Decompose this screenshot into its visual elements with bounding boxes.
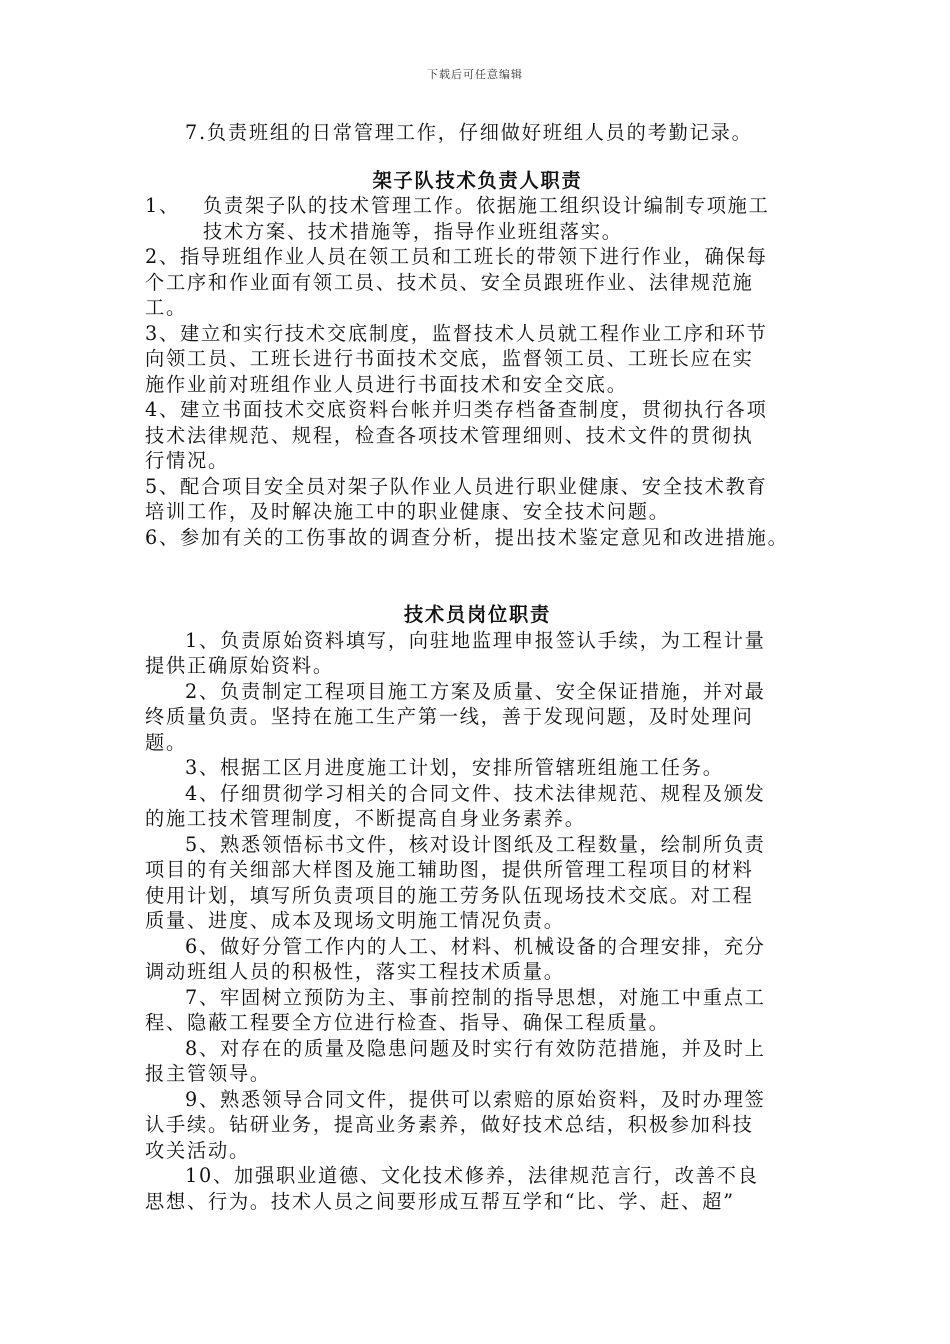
paragraph-line: 报主管领导。: [145, 1062, 271, 1085]
section1-item-3: [145, 321, 810, 398]
section2-title: 技术员岗位职责: [404, 603, 551, 626]
section2-item-9: [145, 1087, 810, 1164]
paragraph-line: 认手续。钻研业务，提高业务素养，做好技术总结，积极参加科技: [145, 1113, 754, 1136]
section1-item-4: [145, 397, 810, 474]
paragraph-line: 培训工作，及时解决施工中的职业健康、安全技术问题。: [145, 500, 670, 523]
paragraph-line: 9、熟悉领导合同文件，提供可以索赔的原始资料，及时办理签: [185, 1087, 766, 1111]
paragraph-line: 6、参加有关的工伤事故的调查分析，提出技术鉴定意见和改进措施。: [145, 525, 789, 549]
section2-item-3: [145, 755, 810, 781]
section2-item-4: [145, 781, 810, 832]
paragraph-line: 程、隐蔽工程要全方位进行检查、指导、确保工程质量。: [145, 1011, 670, 1034]
section1-item-1: [145, 193, 810, 244]
paragraph-line: 3、根据工区月进度施工计划，安排所管辖班组施工任务。: [185, 756, 724, 779]
paragraph-line: 7、牢固树立预防为主、事前控制的指导思想，对施工中重点工: [185, 985, 766, 1009]
paragraph-line: 思想、行为。技术人员之间要形成互帮互学和“比、学、赶、超”: [145, 1189, 735, 1213]
paragraph-line: 提供正确原始资料。: [145, 654, 334, 677]
paragraph-line: 终质量负责。坚持在施工生产第一线，善于发现问题，及时处理问: [145, 705, 754, 728]
document-body: [145, 120, 810, 1214]
paragraph-line: 施作业前对班组作业人员进行书面技术和安全交底。: [145, 372, 628, 396]
section2-item-1: [145, 628, 810, 679]
paragraph-line: 10、加强职业道德、文化技术修养，法律规范言行，改善不良: [185, 1164, 759, 1187]
paragraph-line: 工。: [145, 296, 187, 319]
section1-item-1-line-1: 负责架子队的技术管理工作。依据施工组织设计编制专项施工: [203, 194, 770, 217]
section2-item-5: [145, 832, 810, 934]
section1-item-2: [145, 244, 810, 321]
paragraph-line: 使用计划，填写所负责项目的施工劳务队伍现场技术交底。对工程: [145, 883, 754, 907]
section1-item-1-number: 1、: [145, 194, 180, 217]
header-note: 下载后可任意编辑: [427, 68, 523, 81]
paragraph-line: 调动班组人员的积极性，落实工程技术质量。: [145, 960, 565, 983]
paragraph-line: 项目的有关细部大样图及施工辅助图，提供所管理工程项目的材料: [145, 858, 754, 881]
section2-item-8: [145, 1036, 810, 1087]
paragraph-line: 的施工技术管理制度，不断提高自身业务素养。: [145, 807, 586, 830]
paragraph-line: 2、负责制定工程项目施工方案及质量、安全保证措施，并对最: [185, 679, 766, 703]
intro-line: 7.负责班组的日常管理工作，仔细做好班组人员的考勤记录。: [185, 121, 753, 144]
paragraph-line: 题。: [145, 730, 187, 754]
paragraph-line: 2、指导班组作业人员在领工员和工班长的带领下进行作业，确保每: [145, 245, 768, 268]
section2-item-7: [145, 985, 810, 1036]
section1-title: 架子队技术负责人职责: [372, 168, 583, 192]
paragraph-line: 向领工员、工班长进行书面技术交底，监督领工员、工班长应在实: [145, 347, 754, 370]
paragraph-line: 3、建立和实行技术交底制度，监督技术人员就工程作业工序和环节: [145, 321, 768, 345]
section2-item-10: [145, 1163, 810, 1214]
paragraph-line: 5、配合项目安全员对架子队作业人员进行职业健康、安全技术教育: [145, 474, 768, 498]
paragraph-line: 攻关活动。: [145, 1138, 250, 1162]
paragraph-line: 8、对存在的质量及隐患问题及时实行有效防范措施，并及时上: [185, 1036, 766, 1060]
paragraph-line: 技术法律规范、规程，检查各项技术管理细则、技术文件的贯彻执: [145, 423, 754, 447]
section2-item-6: [145, 934, 810, 985]
paragraph-line: 行情况。: [145, 449, 229, 472]
paragraph-line: 4、仔细贯彻学习相关的合同文件、技术法律规范、规程及颁发: [185, 781, 766, 805]
paragraph-line: 个工序和作业面有领工员、技术员、安全员跟班作业、法律规范施: [145, 270, 754, 294]
section2-item-2: [145, 679, 810, 756]
paragraph-line: 6、做好分管工作内的人工、材料、机械设备的合理安排，充分: [185, 934, 766, 958]
section1-item-5: [145, 474, 810, 525]
paragraph-line: 5、熟悉领悟标书文件，核对设计图纸及工程数量，绘制所负责: [185, 832, 766, 856]
paragraph-line: 4、建立书面技术交底资料台帐并归类存档备查制度，贯彻执行各项: [145, 398, 768, 421]
section1-item-1-line-2: 技术方案、技术措施等，指导作业班组落实。: [203, 219, 623, 243]
section1-item-6: [145, 525, 810, 551]
paragraph-line: 质量、进度、成本及现场文明施工情况负责。: [145, 909, 565, 932]
paragraph-line: 1、负责原始资料填写，向驻地监理申报签认手续，为工程计量: [185, 628, 766, 652]
